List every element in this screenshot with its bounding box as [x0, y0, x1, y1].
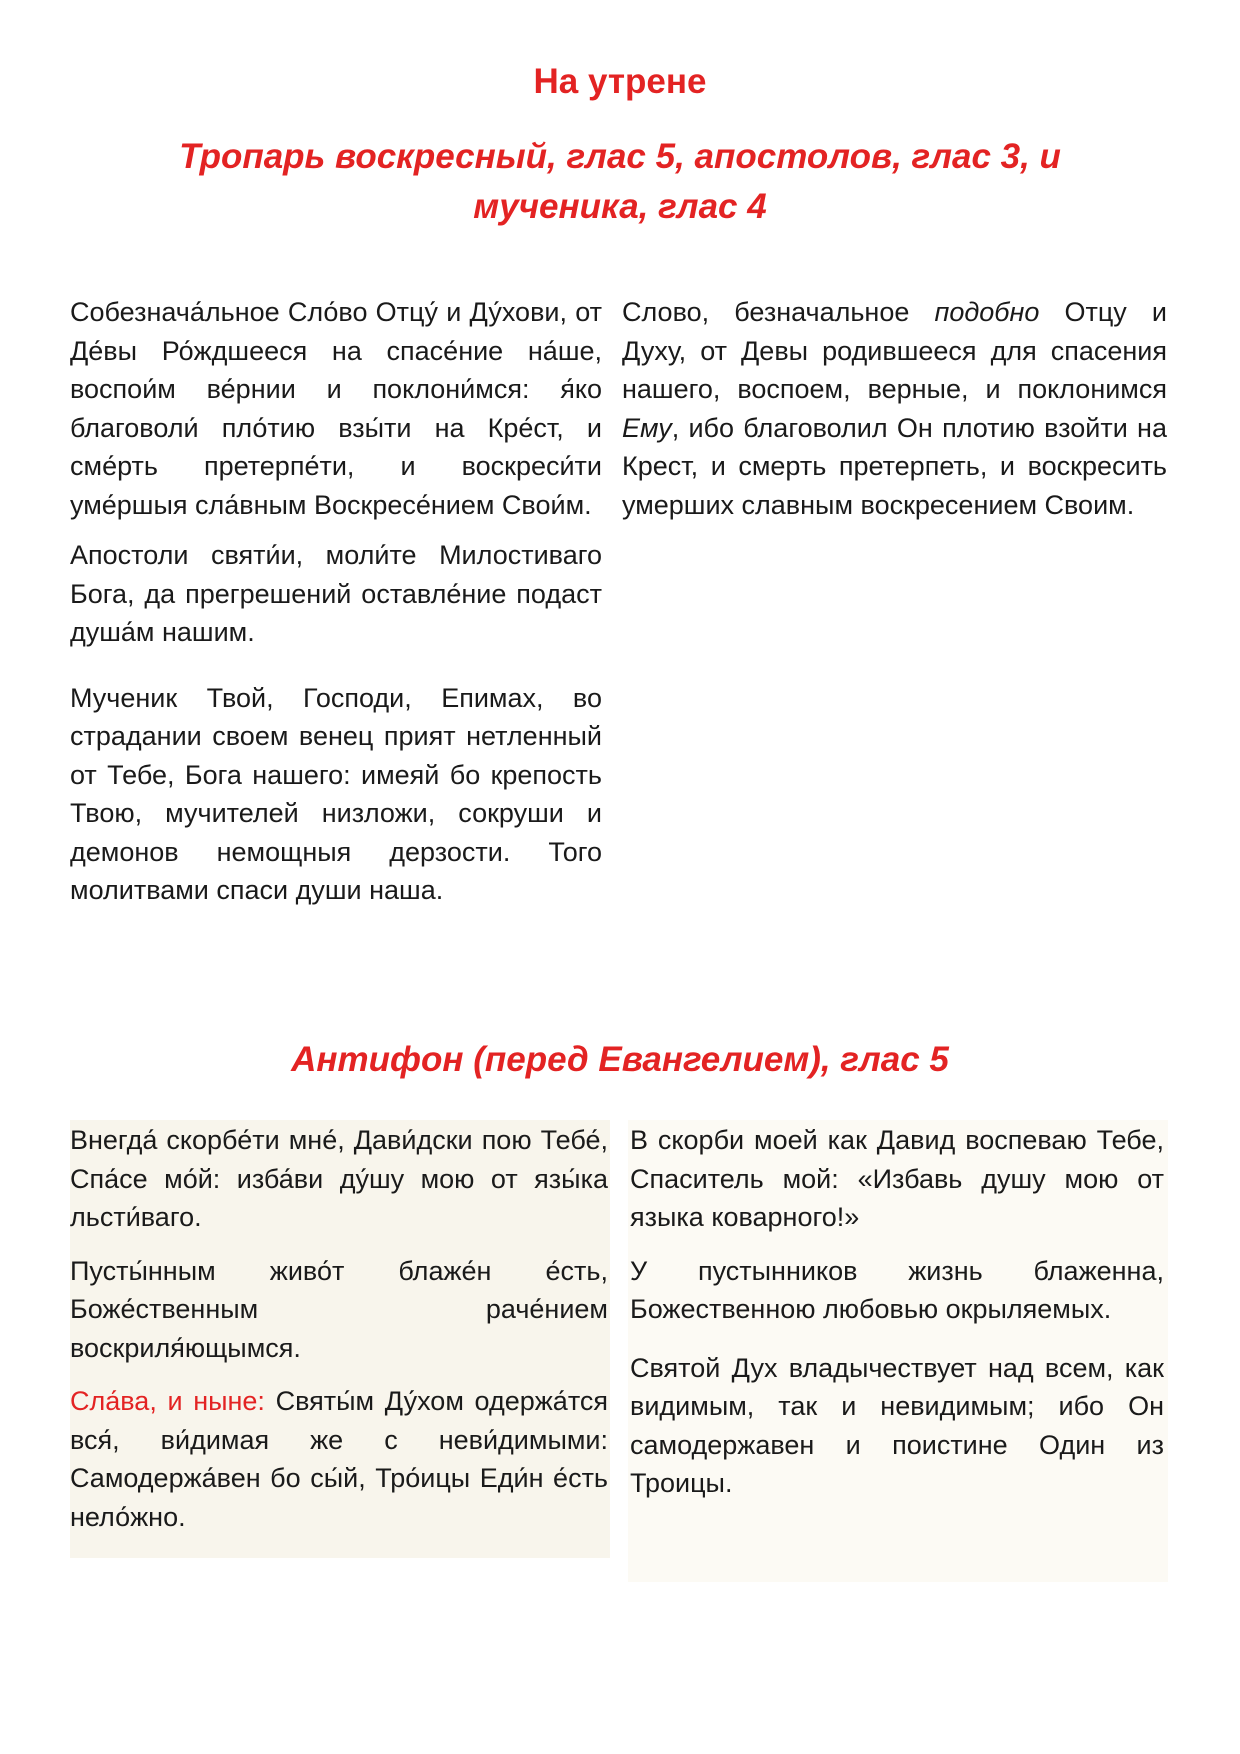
- troparion-heading: Тропарь воскресный, глас 5, апостолов, глас 3, и мученика, глас 4: [179, 137, 1061, 226]
- text-run: Отцу и Духу, от Девы родившееся для спасения нашего, воспоем, верные, и поклонимся: [622, 297, 1167, 404]
- antiphon-verse-russian-2: У пустынников жизнь блаженна, Божественною любовью окрыляемых.: [630, 1255, 1164, 1324]
- troparion-apostles-slavonic: Апостоли святи́и, моли́те Милостиваго Бога, да прегрешений оставле́ние подаст душа́м нашим.: [70, 540, 602, 647]
- antiphon-verse-russian-3: Святой Дух владычествует над всем, как видимым, так и невидимым; ибо Он самодержавен и поистине Один из Троицы.: [630, 1352, 1164, 1498]
- troparia-russian-column: [622, 293, 1167, 524]
- text-run: Слово, безначальное: [622, 297, 935, 327]
- troparion-martyr-slavonic: Мученик Твой, Господи, Епимах, во страдании своем венец прият нетленный от Тебе, Бога нашего: имеяй бо крепость Твою, мучителей низложи, сокруши и демонов немощныя дерзости. Того молитвами спаси души наша.: [70, 682, 602, 905]
- troparion-resurrection-slavonic: Собезнача́льное Сло́во Отцу́ и Ду́хови, от Де́вы Ро́ждшееся на спасе́ние на́ше, воспои́м ве́рнии и поклони́мся: я́ко благоволи́ пло́тию взы́ти на Кре́ст, и сме́рть претерпе́ти, и воскреси́ти уме́ршыя сла́вным Воскресе́нием Свои́м.: [70, 297, 602, 520]
- antiphon-heading: Антифон (перед Евангелием), глас 5: [291, 1040, 949, 1079]
- italic-insertion: подобно: [934, 297, 1040, 327]
- antiphon-verse-russian-1: В скорби моей как Давид воспеваю Тебе, Спаситель мой: «Избавь душу мою от языка коварного!»: [630, 1125, 1164, 1232]
- page-title: На утрене: [533, 62, 707, 101]
- italic-insertion: Ему: [622, 412, 672, 443]
- antiphon-verse-slavonic-3: [70, 1382, 608, 1536]
- antiphon-russian-column: [630, 1121, 1164, 1503]
- antiphon-verse-slavonic-2: Пусты́нным живо́т блаже́н е́сть, Боже́ственным раче́нием воскриля́ющымся.: [70, 1255, 608, 1363]
- troparia-slavonic-column: [70, 293, 602, 910]
- antiphon-verse-slavonic-1: Внегда́ скорбе́ти мне́, Дави́дски пою Тебе́, Спа́се мо́й: изба́ви ду́шу мою от язы́ка льсти́ваго.: [70, 1125, 608, 1232]
- text-run: Святы́м Ду́хом одержа́тся вся́, ви́димая же с неви́димыми: Самодержа́вен бо сы́й, Тро́ицы Еди́н е́сть нело́жно.: [70, 1386, 608, 1532]
- text-run: , ибо благоволил Он плотию взойти на Крест, и смерть претерпеть, и воскресить умерших славным воскресением Своим.: [622, 412, 1167, 520]
- glory-rubric: Сла́ва, и ныне:: [70, 1386, 265, 1416]
- troparion-resurrection-russian: [622, 293, 1167, 524]
- antiphon-slavonic-column: [70, 1121, 608, 1536]
